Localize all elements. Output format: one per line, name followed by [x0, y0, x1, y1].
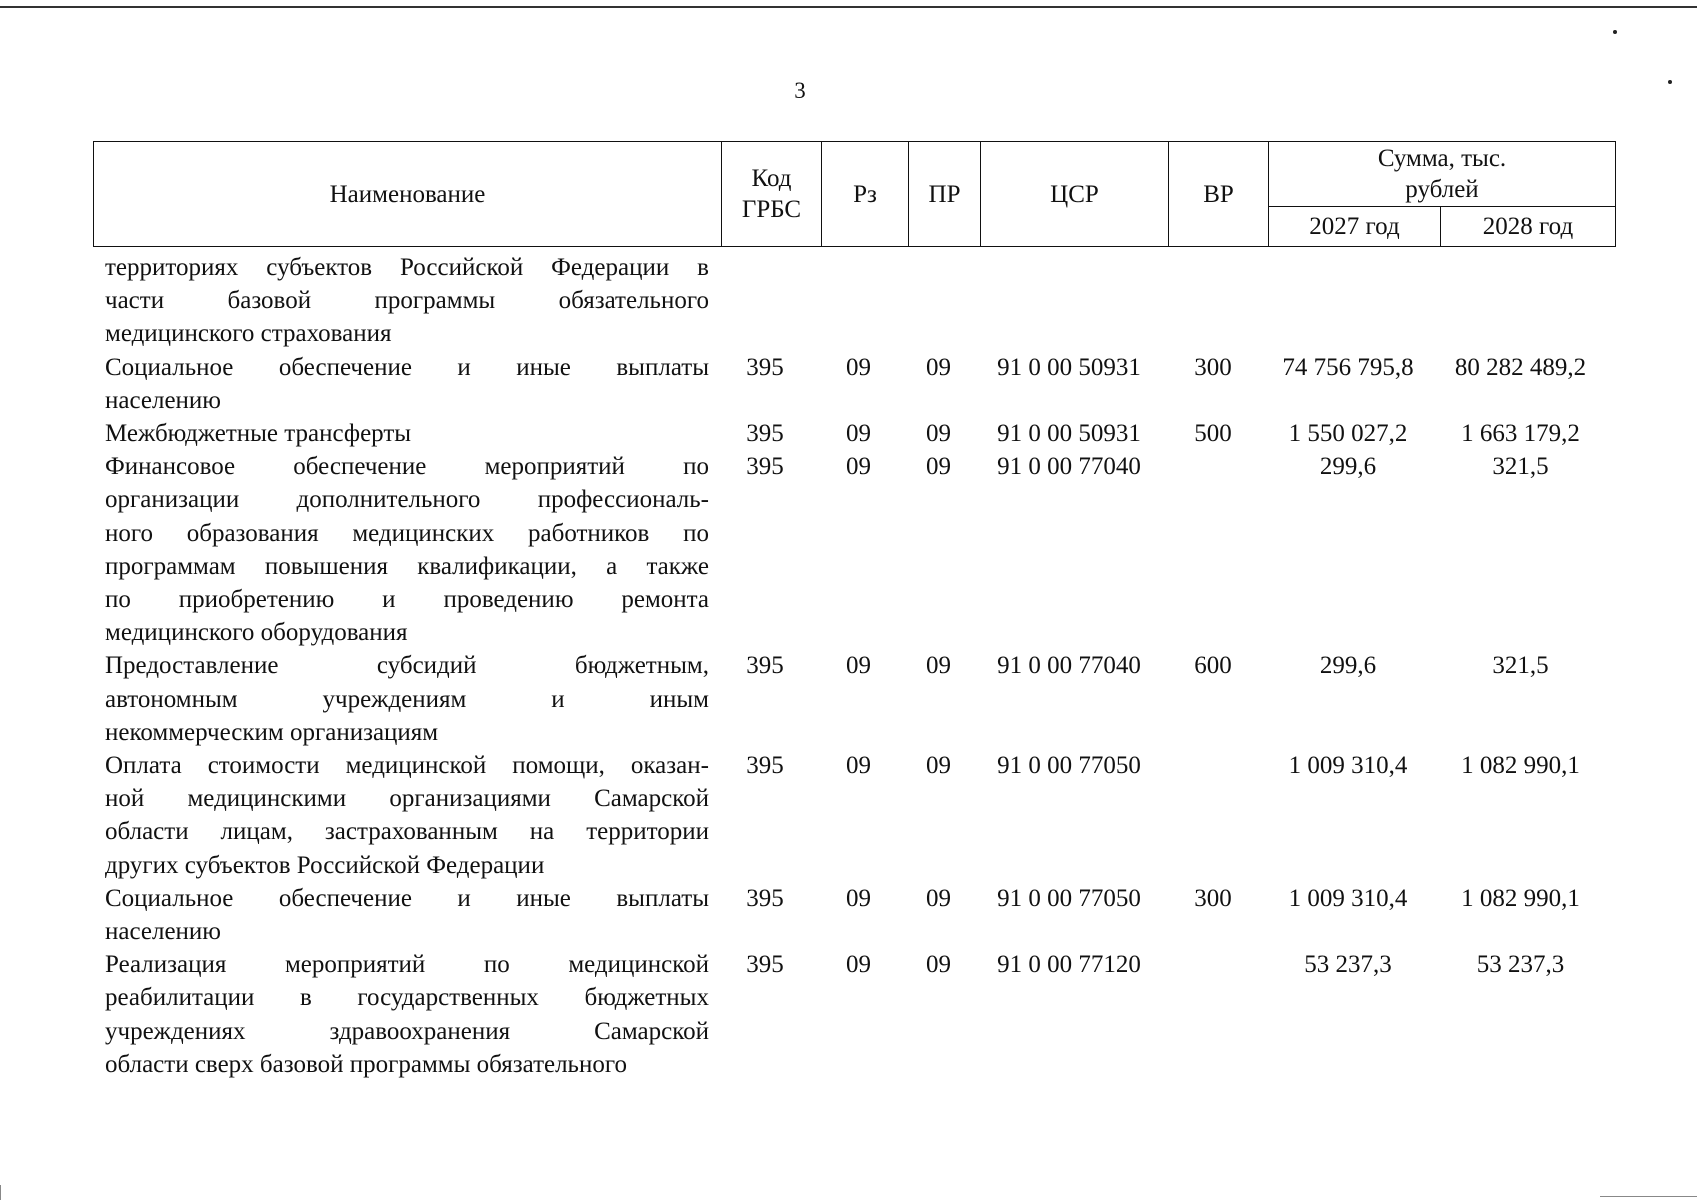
cell-name-line: организации дополнительного профессиональ-: [105, 486, 709, 514]
cell-pr: 09: [926, 652, 951, 680]
cell-sum-2027: 53 237,3: [1304, 951, 1392, 979]
table-row: [93, 417, 1615, 450]
table-row: [93, 948, 1615, 1081]
cell-name: [93, 351, 715, 417]
cell-sum-2027: 74 756 795,8: [1282, 353, 1414, 381]
cell-grbs: 395: [746, 420, 784, 448]
cell-vr: 300: [1194, 353, 1232, 381]
cell-vr: 600: [1194, 652, 1232, 680]
cell-name-line: Оплата стоимости медицинской помощи, оказан-: [105, 752, 709, 780]
header-year-2027: 2027 год: [1269, 207, 1441, 247]
cell-csr: 91 0 00 50931: [997, 420, 1141, 448]
scan-speck: [1613, 30, 1617, 34]
cell-pr: [902, 251, 975, 351]
cell-name-line: реабилитации в государственных бюджетных: [105, 984, 709, 1012]
cell-sum-2028: [1433, 251, 1608, 351]
cell-rz: 09: [846, 752, 871, 780]
cell-name-line: Социальное обеспечение и иные выплаты: [105, 884, 709, 912]
cell-name-line: по приобретению и проведению ремонта: [105, 586, 709, 614]
cell-sum-2027: 1 550 027,2: [1288, 420, 1408, 448]
cell-vr: 500: [1194, 420, 1232, 448]
cell-name: [93, 948, 715, 1081]
cell-sum-2028: 1 663 179,2: [1461, 420, 1580, 448]
cell-pr: 09: [926, 951, 951, 979]
cell-csr: 91 0 00 77050: [997, 752, 1141, 780]
cell-rz: [815, 251, 902, 351]
cell-sum-2028: 1 082 990,1: [1461, 752, 1580, 780]
cell-name-line: учреждениях здравоохранения Самарской: [105, 1017, 709, 1045]
table-header: [93, 141, 1616, 247]
cell-name-line: других субъектов Российской Федерации: [105, 851, 545, 879]
cell-name-line: медицинского оборудования: [105, 619, 408, 647]
cell-sum-2027: 299,6: [1319, 652, 1377, 680]
cell-csr: 91 0 00 77120: [997, 951, 1141, 979]
cell-name-line: населению: [105, 918, 221, 946]
cell-name-line: части базовой программы обязательного: [105, 287, 709, 315]
header-year-2028: 2028 год: [1441, 207, 1616, 247]
cell-sum-2027: 1 009 310,4: [1288, 884, 1408, 912]
cell-rz: 09: [846, 420, 871, 448]
cell-pr: 09: [926, 453, 951, 481]
header-vr: ВР: [1169, 142, 1269, 247]
cell-pr: 09: [926, 884, 951, 912]
cell-name-line: ного образования медицинских работников по: [105, 519, 709, 547]
cell-name-line: медицинского страхования: [105, 320, 392, 348]
cell-csr: [975, 251, 1163, 351]
cell-name: [93, 882, 715, 948]
cell-name: [93, 251, 715, 351]
table-row: [93, 450, 1615, 649]
cell-vr: 300: [1194, 884, 1232, 912]
cell-name: [93, 450, 715, 649]
header-pr: ПР: [909, 142, 981, 247]
cell-name-line: Реализация мероприятий по медицинской: [105, 951, 709, 979]
cell-vr: [1163, 948, 1263, 1081]
header-grbs: Код ГРБС: [722, 142, 822, 247]
table-row: [93, 649, 1615, 749]
cell-pr: 09: [926, 420, 951, 448]
cell-rz: 09: [846, 652, 871, 680]
cell-name-line: области лицам, застрахованным на территории: [105, 818, 709, 846]
cell-vr: [1163, 450, 1263, 649]
cell-sum-2028: 53 237,3: [1476, 951, 1565, 979]
cell-rz: 09: [846, 353, 871, 381]
cell-name: [93, 417, 715, 450]
cell-csr: 91 0 00 77040: [997, 453, 1141, 481]
cell-sum-2027: [1263, 251, 1433, 351]
cell-sum-2028: 80 282 489,2: [1454, 353, 1587, 381]
cell-name-line: Межбюджетные трансферты: [105, 420, 412, 448]
cell-csr: 91 0 00 50931: [997, 353, 1141, 381]
table-row: [93, 351, 1615, 417]
cell-sum-2027: 299,6: [1319, 453, 1377, 481]
table-body: [93, 251, 1615, 1081]
cell-grbs: 395: [746, 652, 784, 680]
cell-name-line: Предоставление субсидий бюджетным,: [105, 652, 709, 680]
cell-vr: [1163, 749, 1263, 882]
table-row: [93, 882, 1615, 948]
header-sum: Сумма, тыс. рублей: [1269, 142, 1616, 207]
table-row: [93, 251, 1615, 351]
header-name: Наименование: [94, 142, 722, 247]
cell-rz: 09: [846, 951, 871, 979]
cell-pr: 09: [926, 752, 951, 780]
cell-name: [93, 649, 715, 749]
scan-edge-line: [0, 6, 1697, 8]
cell-name-line: территориях субъектов Российской Федерации в: [105, 254, 709, 281]
cell-rz: 09: [846, 884, 871, 912]
page-number: 3: [794, 78, 806, 103]
header-csr: ЦСР: [981, 142, 1169, 247]
cell-grbs: [715, 251, 815, 351]
cell-grbs: 395: [746, 884, 784, 912]
table-row: [93, 749, 1615, 882]
cell-name-line: Социальное обеспечение и иные выплаты: [105, 353, 709, 381]
cell-grbs: 395: [746, 951, 784, 979]
cell-grbs: 395: [746, 752, 784, 780]
cell-sum-2028: 1 082 990,1: [1461, 884, 1580, 912]
cell-sum-2028: 321,5: [1492, 652, 1549, 680]
scan-edge-mark: [1600, 1196, 1697, 1197]
cell-grbs: 395: [746, 453, 784, 481]
cell-name-line: программам повышения квалификации, а также: [105, 552, 709, 580]
cell-name-line: ной медицинскими организациями Самарской: [105, 785, 709, 813]
cell-name-line: области сверх базовой программы обязательного: [105, 1050, 627, 1078]
cell-csr: 91 0 00 77050: [997, 884, 1141, 912]
cell-rz: 09: [846, 453, 871, 481]
cell-sum-2027: 1 009 310,4: [1288, 752, 1408, 780]
cell-name-line: автономным учреждениям и иным: [105, 685, 709, 713]
cell-csr: 91 0 00 77040: [997, 652, 1141, 680]
scan-speck: [1668, 80, 1672, 84]
cell-name-line: населению: [105, 386, 221, 414]
header-rz: Рз: [822, 142, 909, 247]
cell-name-line: некоммерческим организациям: [105, 718, 439, 746]
cell-name-line: Финансовое обеспечение мероприятий по: [105, 453, 709, 481]
cell-name: [93, 749, 715, 882]
cell-pr: 09: [926, 353, 951, 381]
scan-edge-mark: [0, 1185, 1, 1200]
cell-sum-2028: 321,5: [1492, 453, 1549, 481]
cell-grbs: 395: [746, 353, 784, 381]
cell-vr: [1163, 251, 1263, 351]
